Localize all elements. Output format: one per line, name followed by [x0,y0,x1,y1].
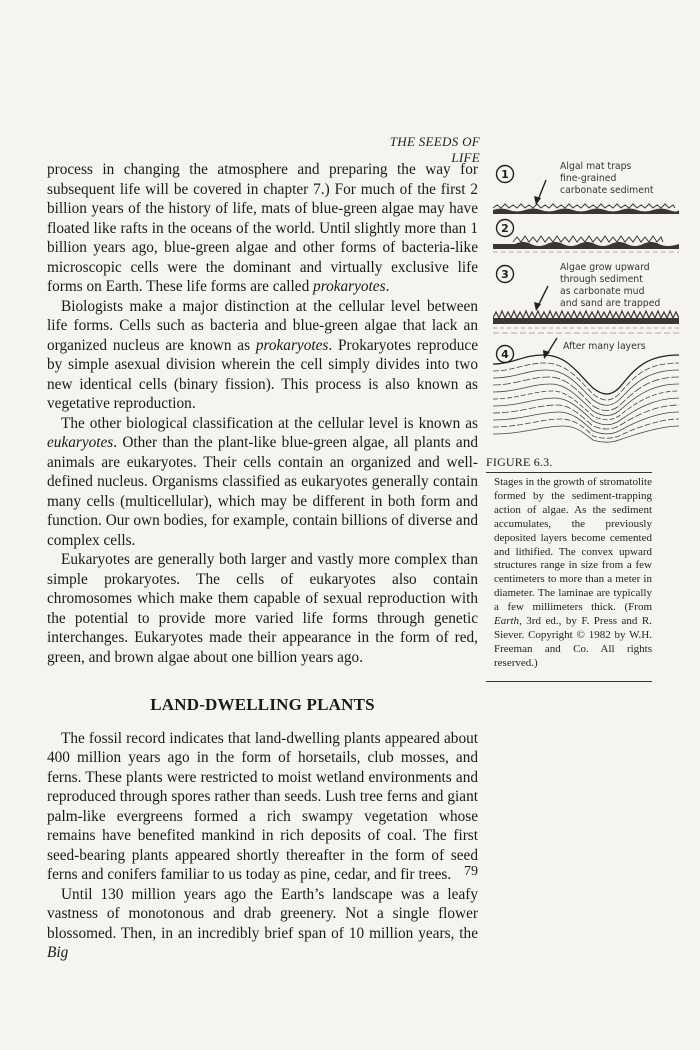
body-paragraph-1: process in changing the atmosphere and preparing the way for subsequent life will be covered in chapter 7.) For much of the first 2 billion years of the history of life, mats of blue-green algae may have floated like rafts in the oceans of the world. Until slightly more than 1 billion years ago, blue-green algae and other forms of bacteria-like microscopic cells were the dominant and virtually exclusive life forms on Earth. These life forms are called prokaryotes. [47,161,478,295]
pre-heading-paragraphs [47,160,478,667]
step-2-number: 2 [501,222,509,235]
step-4-number: 4 [501,348,509,361]
step-1-number: 1 [501,168,509,181]
down-arrow-icon [534,180,546,205]
step-4-text: After many layers [563,341,646,352]
section-heading: LAND-DWELLING PLANTS [150,695,375,714]
italic-term: Earth [494,615,520,628]
body-paragraph-3: The other biological classification at the cellular level is known as eukaryotes. Other than the plant-like blue-green algae, all plants and animals are eukaryotes. Their cells contain an organized and well-defined nucleus. Organisms classified as eukaryotes generally contain many cells (multicellular), which may be different in both form and function. Our own bodies, for example, contain billions of diverse and complex cells. [47,414,478,549]
italic-term: prokaryotes [313,278,386,295]
italic-term: eukaryotes [47,434,114,451]
section-paragraph-1: The fossil record indicates that land-dwelling plants appeared about 400 million years ago in the form of horsetails, club mosses, and ferns. These plants were restricted to moist wetland environments and reproduced through spores rather than seeds. Lush tree ferns and giant palm-like evergreens formed a rich swampy vegetation whose remains have benefited mankind in rich deposits of coal. The first seed-bearing plants appeared shortly thereafter in the form of seed ferns and conifers familiar to us today as pine, cedar, and fir trees. [47,729,478,883]
step-3-text: Algae grow upward through sediment as carbonate mud and sand are trapped [560,262,661,309]
step-3-number: 3 [501,268,509,281]
caption-top-rule [486,472,652,473]
step-4-marker [497,346,514,363]
post-heading-paragraphs [47,729,478,963]
running-head: THE SEEDS OF LIFE [389,134,480,165]
main-text-column [47,160,478,963]
stromatolite-diagram [493,158,679,448]
italic-term: Big [47,944,69,961]
italic-term: prokaryotes [255,336,329,354]
algal-mat-layer-3 [493,311,679,333]
step-1-marker [497,166,514,183]
body-paragraph-4: Eukaryotes are generally both larger and vastly more complex than simple prokaryotes. The cells of eukaryotes also contain chromosomes which make them capable of sexual reproduction with the potential to provide more varied life forms through genetic interchanges. Eukaryotes made their appearance in the form of red, green, and brown algae about one billion years ago. [47,551,478,666]
step-2-marker [497,220,514,237]
figure-caption: Stages in the growth of stromatolite formed by the sediment-trapping action of algae. As the sediment accumulates, the previously deposited layers become cemented and lithified. The convex upward structures range in size from a few centimeters to more than a meter in diameter. The laminae are typically a few millimeters thick. (From Earth, 3rd ed., by F. Press and R. Siever. Copyright © 1982 by W.H. Freeman and Co. All rights reserved.) [494,476,652,669]
figure-label: FIGURE 6.3. [486,455,553,469]
step-1-text: Algal mat traps fine-grained carbonate sediment [560,161,654,196]
stromatolite-figure [493,158,679,448]
stromatolite-domes [493,355,679,442]
page-number: 79 [464,864,478,879]
down-arrow-icon [534,286,548,311]
step-3-marker [497,266,514,283]
caption-bottom-rule [486,681,652,682]
body-paragraph-2: Biologists make a major distinction at the cellular level between life forms. Cells such as bacteria and blue-green algae that lack an organized nucleus are known as prokaryotes. Prokaryotes reproduce by simple asexual division wherein the cell simply divides into two new identical cells (binary fission). This process is also known as vegetative reproduction. [47,297,478,412]
algal-mat-layer-2 [493,242,679,249]
algal-mat-layer-1 [493,209,679,215]
section-paragraph-2: Until 130 million years ago the Earth’s landscape was a leafy vastness of monotonous and drab greenery. Not a single flower blossomed. Then, in an incredibly brief span of 10 million years, the Big [47,885,478,961]
